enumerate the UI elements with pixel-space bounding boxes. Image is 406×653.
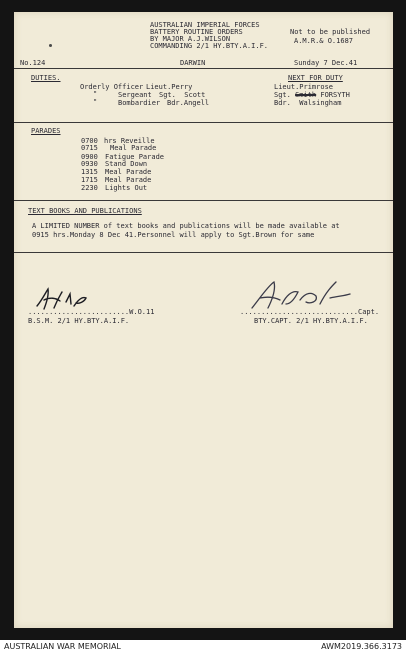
ditto-mark-bombardier: " — [93, 98, 98, 106]
parade-event: Lights Out — [105, 184, 148, 192]
parade-event: Stand Down — [105, 160, 148, 168]
bsm-title: B.S.M. 2/1 HY.BTY.A.I.F. — [28, 317, 130, 325]
duty-name-bombardier: Bdr.Angell — [167, 99, 210, 107]
duties-heading: DUTIES. — [31, 74, 61, 82]
archive-name: AUSTRALIAN WAR MEMORIAL — [4, 642, 121, 651]
next-duty-sergeant-prefix: Sgt. — [274, 91, 291, 99]
next-duty-sergeant — [274, 91, 350, 99]
duty-name-orderly-officer: Lieut.Perry — [146, 83, 193, 91]
parade-event: Meal Parade — [105, 168, 152, 176]
parades-rule — [14, 200, 393, 201]
punch-hole-mark — [49, 44, 52, 47]
next-duty-orderly-officer: Lieut.Primrose — [274, 83, 334, 91]
parade-event: Meal Parade — [105, 176, 152, 184]
reference-number: A.M.R.& O.1687 — [294, 37, 354, 45]
routine-orders-sheet — [14, 12, 393, 628]
parade-event: Fatigue Parade — [105, 153, 165, 161]
bsm-signature-line: ........................W.O.11 — [28, 308, 155, 316]
archive-accession-number: AWM2019.366.3173 — [321, 642, 402, 651]
order-date: Sunday 7 Dec.41 — [294, 59, 358, 67]
archive-footer — [0, 640, 406, 653]
captain-signature-line: ............................Capt. — [240, 308, 380, 316]
parade-time: 0715 — [81, 144, 98, 152]
parade-time: 2230 — [81, 184, 98, 192]
publications-rule — [14, 252, 393, 253]
duties-rule — [14, 122, 393, 123]
duty-name-sergeant: Sgt. Scott — [159, 91, 206, 99]
parades-heading: PARADES — [31, 127, 61, 135]
ditto-mark-sergeant: " — [93, 90, 98, 98]
duty-role-sergeant: Sergeant — [118, 91, 152, 99]
publications-heading: TEXT BOOKS AND PUBLICATIONS — [28, 207, 142, 215]
next-duty-bombardier: Bdr. Walsingham — [274, 99, 342, 107]
org-line-1: AUSTRALIAN IMPERIAL FORCES — [150, 21, 260, 29]
restriction-note: Not to be published — [290, 28, 371, 36]
parade-time: 0930 — [81, 160, 98, 168]
parade-event: hrs Reveille — [104, 137, 155, 145]
handwritten-replacement-name: FORSYTH — [316, 91, 350, 99]
struck-out-name: Smith — [295, 91, 317, 99]
order-number: No.124 — [20, 59, 46, 67]
parade-time: 1715 — [81, 176, 98, 184]
parade-time: 0900 — [81, 153, 98, 161]
duty-role-orderly-officer: Orderly Officer — [80, 83, 144, 91]
org-line-4: COMMANDING 2/1 HY.BTY.A.I.F. — [150, 42, 269, 50]
org-line-3: BY MAJOR A.J.WILSON — [150, 35, 231, 43]
publications-line-2: 0915 hrs.Monday 8 Dec 41.Personnel will apply to Sgt.Brown for same — [32, 231, 315, 239]
duty-role-bombardier: Bombardier — [118, 99, 161, 107]
publications-line-1: A LIMITED NUMBER of text books and publications will be made available at — [32, 222, 340, 230]
order-rule — [14, 68, 393, 69]
parade-event: Meal Parade — [110, 144, 157, 152]
parade-time: 0700 — [81, 137, 98, 145]
parade-time: 1315 — [81, 168, 98, 176]
next-for-duty-heading: NEXT FOR DUTY — [288, 74, 343, 82]
captain-title: BTY.CAPT. 2/1 HY.BTY.A.I.F. — [254, 317, 368, 325]
order-place: DARWIN — [180, 59, 206, 67]
org-line-2: BATTERY ROUTINE ORDERS — [150, 28, 243, 36]
